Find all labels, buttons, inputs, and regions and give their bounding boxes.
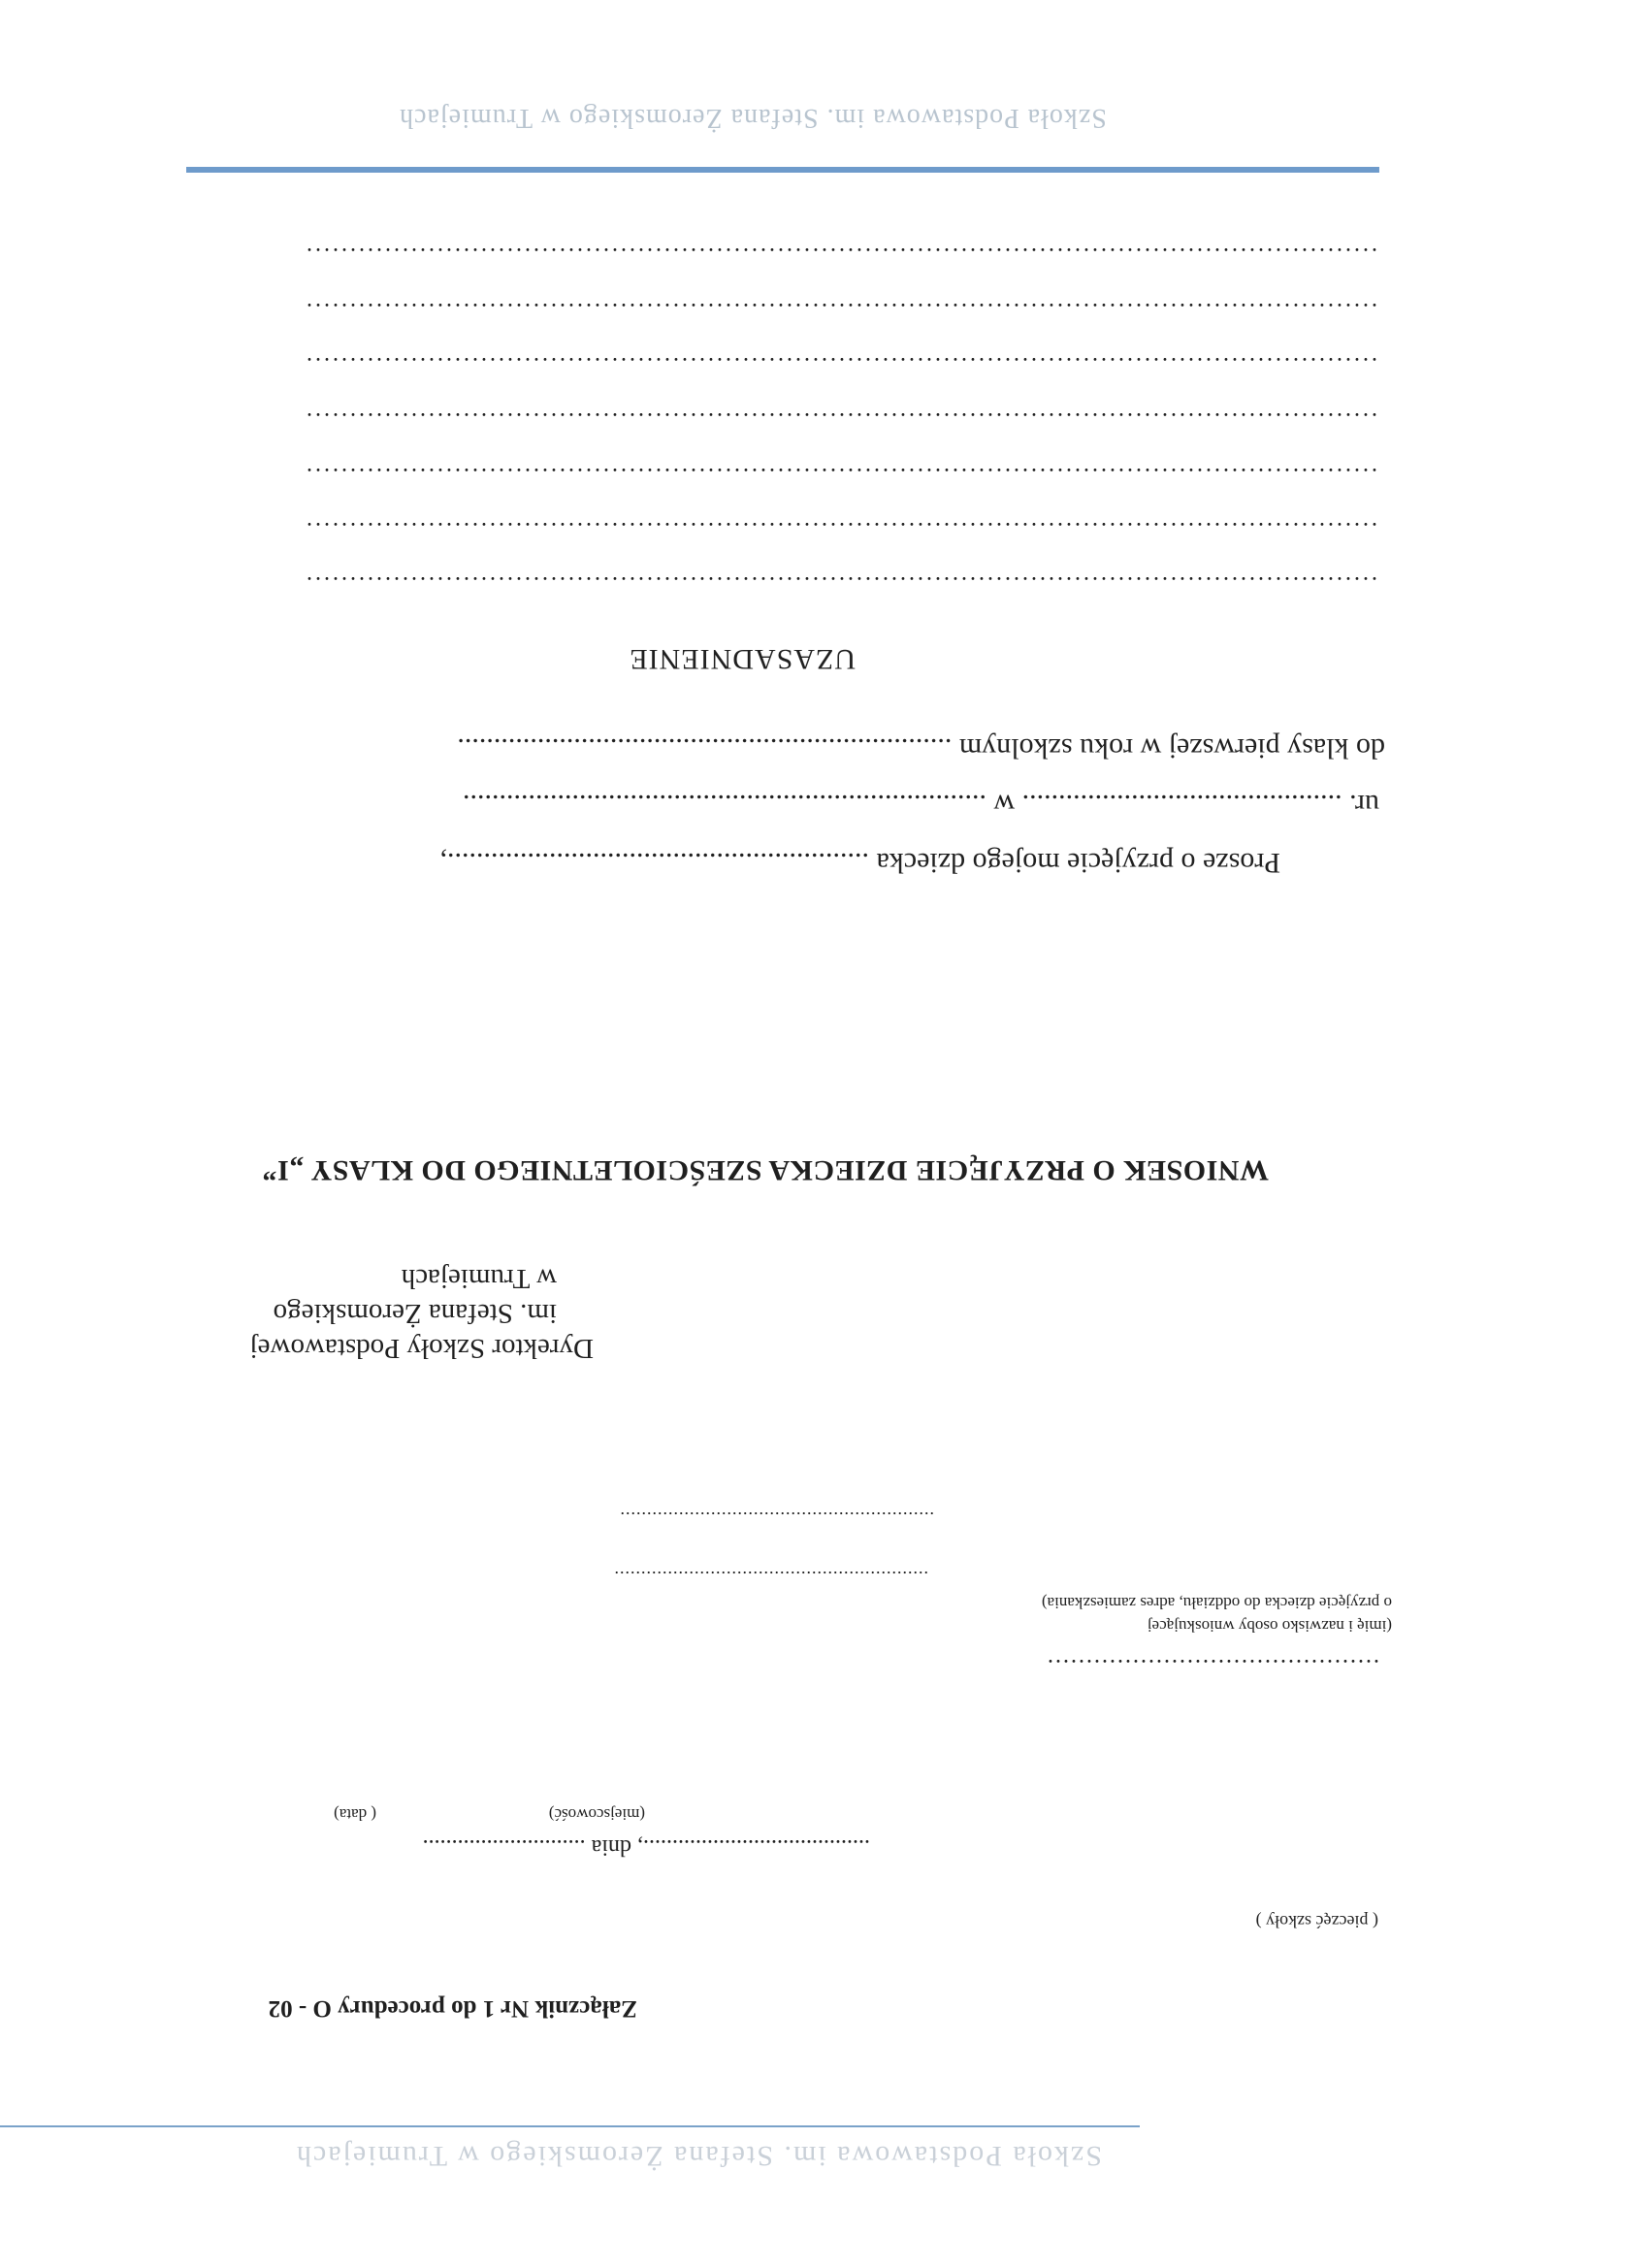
- school-stamp-label: ( pieczęć szkoły ): [1255, 1912, 1378, 1931]
- justification-line: ...........................................................................................................................: [304, 407, 1377, 433]
- applicant-caption: [907, 1591, 1392, 1637]
- date-caption: ( data): [334, 1805, 376, 1824]
- document-title: WNIOSEK O PRZYJĘCIE DZIECKA SZEŚCIOLETNIEGO DO KLASY „I”: [262, 1154, 1269, 1186]
- header-rule: [0, 2125, 1140, 2127]
- applicant-caption-line2: o przyjęcie dziecka do oddziału, adres zamieszkania): [1041, 1594, 1392, 1612]
- body-line-2: ur. ............................................ w ........................................................................: [463, 789, 1379, 821]
- applicant-address-line-1: ...........................................................: [613, 1568, 928, 1587]
- body-line-3: do klasy pierwszej w roku szkolnym ....................................................................: [457, 732, 1385, 764]
- addressee-line2: im. Stefana Żeromskiego: [273, 1298, 557, 1329]
- justification-line: ...........................................................................................................................: [304, 243, 1377, 268]
- justification-line: ...........................................................................................................................: [304, 463, 1377, 488]
- justification-heading: UZASADNIENIE: [629, 643, 856, 675]
- addressee-line3: w Trumiejach: [401, 1263, 557, 1294]
- place-date-line: ......................................., dnia ............................: [422, 1834, 870, 1860]
- justification-line: ...........................................................................................................................: [304, 352, 1377, 377]
- attachment-label: Załącznik Nr 1 do procedury O - 02: [268, 1995, 637, 2022]
- justification-line: ...........................................................................................................................: [304, 517, 1377, 542]
- school-footer: Szkoła Podstawowa im. Stefana Żeromskiego w Trumiejach: [399, 103, 1107, 133]
- applicant-caption-line1: (imię i nazwisko osoby wnioskującej: [1147, 1617, 1392, 1636]
- justification-line: ...........................................................................................................................: [304, 571, 1377, 597]
- body-line-1: Prosze o przyjęcie mojego dziecka ..........................................................,: [439, 847, 1280, 879]
- school-header: Szkoła Podstawowa im. Stefana Żeromskiego w Trumiejach: [294, 2140, 1103, 2172]
- addressee-block: [250, 1261, 594, 1366]
- applicant-address-line-2: ...........................................................: [619, 1508, 934, 1528]
- footer-rule: [186, 167, 1379, 173]
- place-caption: (miejscowość): [548, 1805, 645, 1824]
- applicant-name-line: ...........................................: [1046, 1654, 1379, 1679]
- addressee-line1: Dyrektor Szkoły Podstawowej: [249, 1333, 594, 1364]
- justification-line: ...........................................................................................................................: [304, 298, 1377, 323]
